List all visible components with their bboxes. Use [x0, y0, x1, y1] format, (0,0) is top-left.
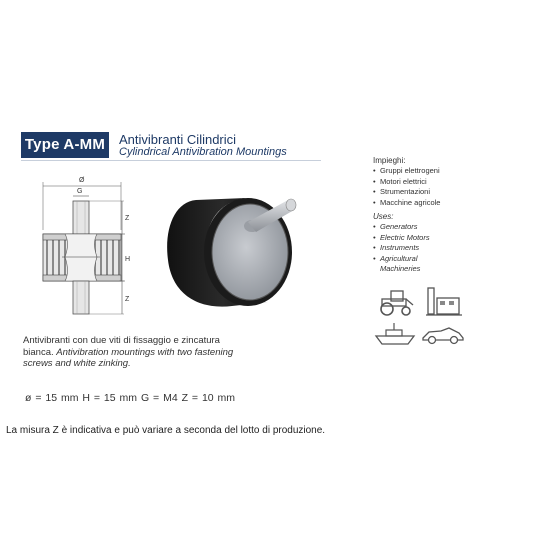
list-item: • Macchine agricole: [373, 197, 441, 207]
production-note: La misura Z è indicativa e può variare a seconda del lotto di produzione.: [6, 425, 326, 436]
list-item: • Generators: [373, 222, 418, 231]
description-it-line1: Antivibranti con due viti di fissaggio e zincatura: [23, 335, 220, 346]
list-item: • Electric Motors: [373, 232, 430, 242]
car-icon: [421, 325, 465, 345]
list-item: • Strumentazioni: [373, 187, 431, 196]
technical-drawing: [22, 168, 142, 316]
list-item: • Agricultural: [373, 253, 418, 263]
z-label-top: Z: [125, 215, 130, 222]
description-it-line2: bianca.: [23, 346, 54, 358]
product-photo: [160, 190, 310, 316]
product-description: [23, 335, 273, 370]
boat-icon: [374, 322, 416, 346]
applications-title-it: Impieghi:: [373, 156, 406, 165]
g-label: G: [77, 188, 83, 195]
applications-list-en: [373, 222, 430, 275]
diameter-label: Ø: [79, 177, 85, 184]
applications-list-it: [373, 166, 440, 208]
type-badge: Type A-MM: [21, 132, 109, 158]
title-italian: Antivibranti Cilindrici: [119, 132, 237, 147]
applications-title-en: Uses:: [373, 212, 394, 221]
description-en-line1: Antivibration mountings with two fastening: [56, 346, 234, 358]
h-label: H: [125, 256, 131, 263]
list-item: • Motori elettrici: [373, 176, 427, 186]
list-item: • Gruppi elettrogeni: [373, 166, 440, 175]
specifications: ø = 15 mm H = 15 mm G = M4 Z = 10 mm: [25, 392, 236, 404]
description-en-line2: screws and white zinking.: [23, 358, 131, 369]
title-english: Cylindrical Antivibration Mountings: [119, 146, 287, 158]
list-item: Machineries: [380, 264, 421, 273]
factory-icon: [425, 284, 463, 318]
z-label-bottom: Z: [125, 296, 130, 303]
header-divider: [21, 160, 321, 161]
list-item: • Instruments: [373, 243, 420, 252]
tractor-icon: [376, 287, 416, 317]
